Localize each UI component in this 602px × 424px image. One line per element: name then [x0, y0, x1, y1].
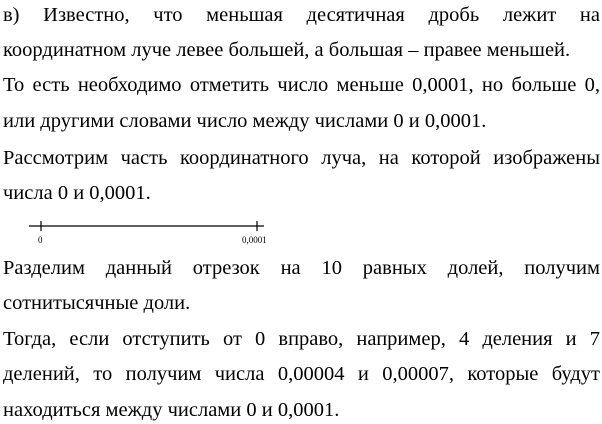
text-line: координатном луче левее большей, а большая – правее меньшей.	[3, 39, 571, 61]
text-line: находиться между числами 0 и 0,0001.	[3, 399, 340, 421]
text-line: Разделим данный отрезок на 10 равных долей, получим	[3, 257, 600, 279]
number-ray-figure	[0, 210, 300, 252]
text-line: в) Известно, что меньшая десятичная дробь лежит на	[3, 4, 600, 26]
text-line: Рассмотрим часть координатного луча, на которой изображены	[3, 147, 600, 169]
ray-start-label: 0	[38, 235, 43, 245]
text-line: То есть необходимо отметить число меньше 0,0001, но больше 0,	[3, 74, 600, 96]
text-line: сотнитысячные доли.	[3, 292, 191, 314]
text-line: делений, то получим числа 0,00004 и 0,00007, которые будут	[3, 363, 600, 385]
text-line: или другими словами число между числами 0 и 0,0001.	[3, 110, 487, 132]
ray-end-label: 0,0001	[242, 235, 267, 245]
text-line: Тогда, если отступить от 0 вправо, например, 4 деления и 7	[3, 328, 600, 350]
text-line: числа 0 и 0,0001.	[3, 182, 151, 204]
